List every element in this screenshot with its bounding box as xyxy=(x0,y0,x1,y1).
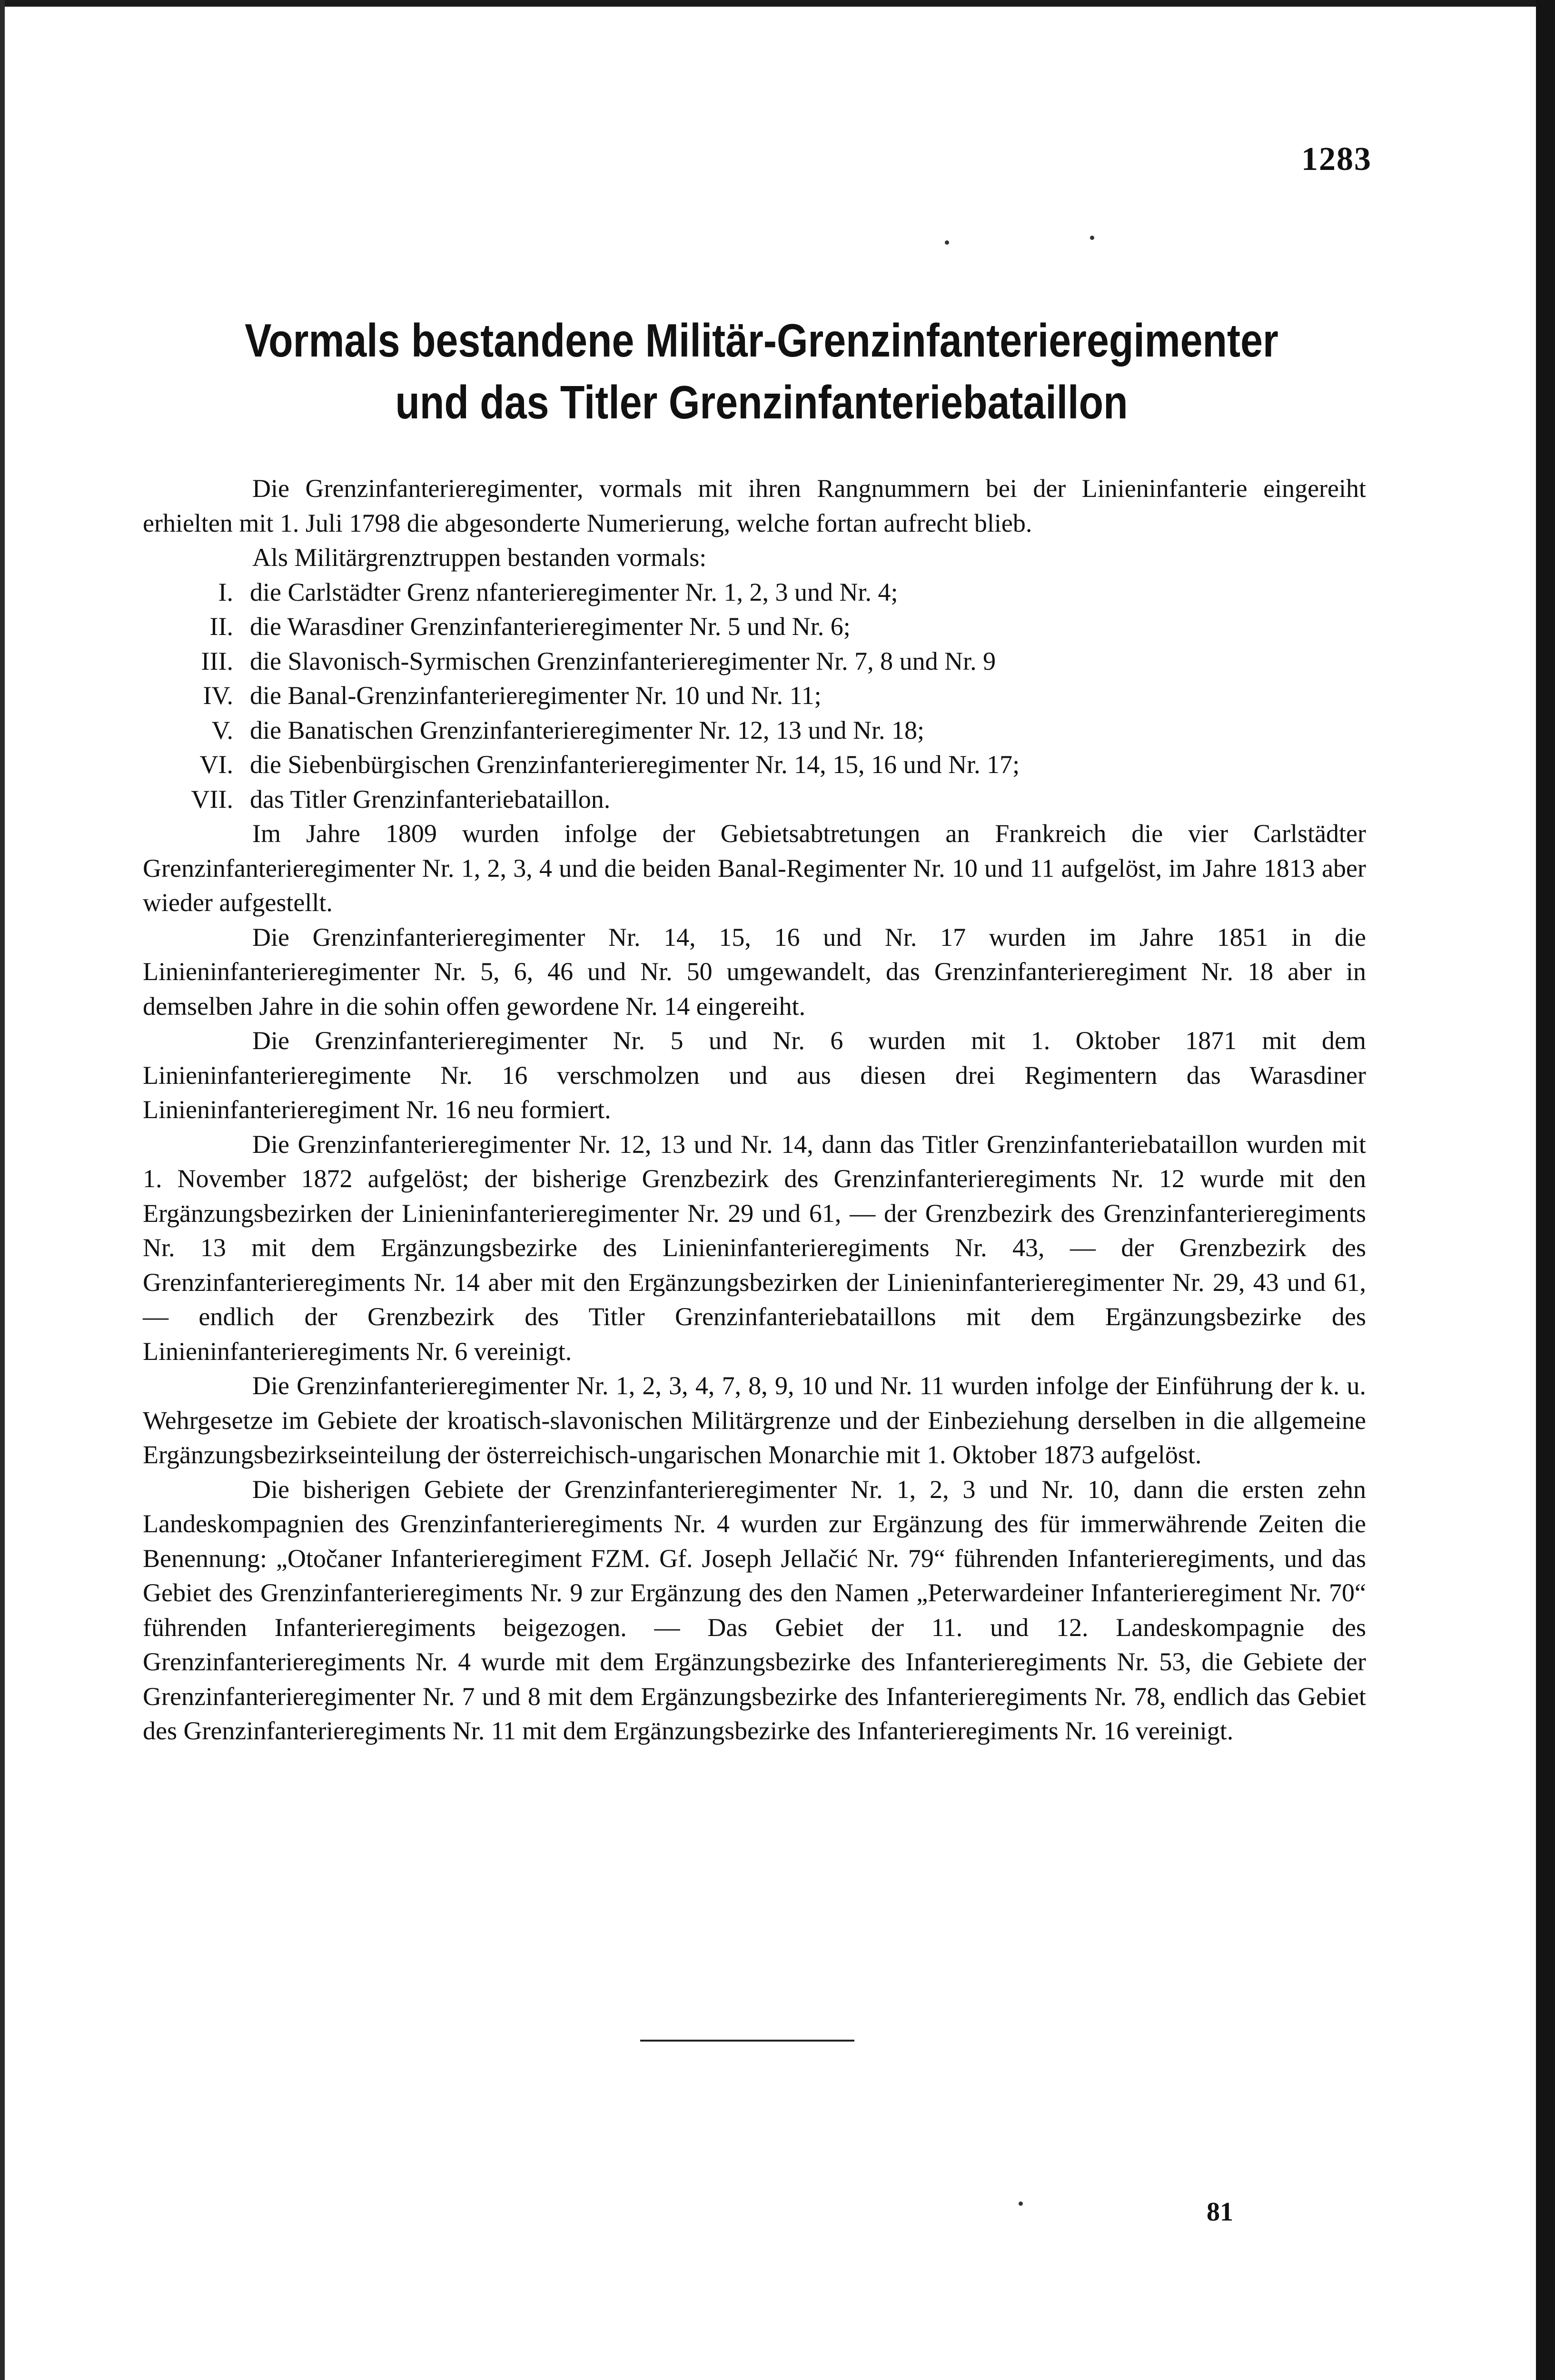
list-item xyxy=(143,644,1366,679)
list-item xyxy=(143,609,1366,644)
list-item xyxy=(143,575,1366,610)
list-item-text: die Banal-Grenzinfanterieregimenter Nr. 10 und Nr. 11; xyxy=(250,681,822,710)
list-item-text: die Carlstädter Grenz nfanterieregimenter Nr. 1, 2, 3 und Nr. 4; xyxy=(250,577,898,606)
list-item-text: die Banatischen Grenzinfanterieregimenter Nr. 12, 13 und Nr. 18; xyxy=(250,715,925,744)
title-line-2: und das Titler Grenzinfanteriebataillon xyxy=(395,376,1128,428)
list-item-number: II. xyxy=(209,612,233,641)
list-item-number: I. xyxy=(218,577,233,606)
list-item-number: V. xyxy=(211,715,233,744)
list-item-text: das Titler Grenzinfanteriebataillon. xyxy=(250,784,611,813)
intro-paragraph: Die Grenzinfanterieregimenter, vormals mit ihren Rangnummern bei der Linieninfanterie eingereiht erhielten mit 1. Juli 1798 die abgesonderte Numerierung, welche fortan aufrecht blieb. xyxy=(143,474,1366,537)
scan-border-top xyxy=(0,0,1555,7)
list-item xyxy=(143,713,1366,748)
troop-list xyxy=(143,575,1366,817)
list-item-text: die Slavonisch-Syrmischen Grenzinfanterieregimenter Nr. 7, 8 und Nr. 9 xyxy=(250,646,996,675)
title-line-1: Vormals bestandene Militär-Grenzinfanterieregimenter xyxy=(245,314,1278,367)
list-item-number: IV. xyxy=(203,681,233,710)
paragraph: Die Grenzinfanterieregimenter Nr. 5 und Nr. 6 wurden mit 1. Oktober 1871 mit dem Linieninfanterieregimente Nr. 16 verschmolzen und aus diesen drei Regimentern das Warasdiner Linieninfanterieregiment Nr. 16 neu formiert. xyxy=(143,1026,1366,1124)
list-item-number: VII. xyxy=(191,784,233,813)
paragraph: Die bisherigen Gebiete der Grenzinfanterieregimenter Nr. 1, 2, 3 und Nr. 10, dann die ersten zehn Landeskompagnien des Grenzinfanterieregiments Nr. 4 wurden zur Ergänzung des für immerwährende Zeiten die Benennung: „Otočaner Infanterieregiment FZM. Gf. Joseph Jellačić Nr. 79“ führenden Infanterieregiments, und das Gebiet des Grenzinfanterieregiments Nr. 9 zur Ergänzung des den Namen „Peterwardeiner Infanterieregiment Nr. 70“ führenden Infanterieregiments beigezogen. — Das Gebiet der 11. und 12. Landeskompagnie des Grenzinfanterieregiments Nr. 4 wurde mit dem Ergänzungsbezirke des Infanterieregiments Nr. 53, die Gebiete der Grenzinfanterieregimenter Nr. 7 und 8 mit dem Ergänzungsbezirke des Infanterieregiments Nr. 78, endlich das Gebiet des Grenzinfanterieregiments Nr. 11 mit dem Ergänzungsbezirke des Infanterieregiments Nr. 16 vereinigt. xyxy=(143,1475,1366,1745)
list-item xyxy=(143,782,1366,817)
paragraph: Im Jahre 1809 wurden infolge der Gebietsabtretungen an Frankreich die vier Carlstädter Grenzinfanterieregimenter Nr. 1, 2, 3, 4 und die beiden Banal-Regimenter Nr. 10 und 11 aufgelöst, im Jahre 1813 aber wieder aufgestellt. xyxy=(143,819,1366,917)
paragraph: Die Grenzinfanterieregimenter Nr. 14, 15, 16 und Nr. 17 wurden im Jahre 1851 in die Linieninfanterieregimenter Nr. 5, 6, 46 und Nr. 50 umgewandelt, das Grenzinfanterieregiment Nr. 18 aber in demselben Jahre in die sohin offen gewordene Nr. 14 eingereiht. xyxy=(143,922,1366,1021)
list-item-number: III. xyxy=(201,646,233,675)
list-item-text: die Siebenbürgischen Grenzinfanterieregimenter Nr. 14, 15, 16 und Nr. 17; xyxy=(250,750,1020,779)
list-item xyxy=(143,678,1366,713)
scan-speck xyxy=(1019,2202,1023,2206)
paragraph: Die Grenzinfanterieregimenter Nr. 1, 2, 3, 4, 7, 8, 9, 10 und Nr. 11 wurden infolge der Einführung der k. u. Wehrgesetze im Gebiete der kroatisch-slavonischen Militärgrenze und der Einbeziehung derselben in die allgemeine Ergänzungsbezirkseinteilung der österreichisch-ungarischen Monarchie mit 1. Oktober 1873 aufgelöst. xyxy=(143,1371,1366,1469)
list-intro: Als Militärgrenztruppen bestanden vormals: xyxy=(252,543,707,572)
list-item-number: VI. xyxy=(199,750,233,779)
scan-border-left xyxy=(0,0,5,2380)
body-text xyxy=(143,471,1366,1748)
list-item xyxy=(143,747,1366,782)
scan-speck xyxy=(1090,236,1094,240)
page-title xyxy=(229,309,1294,433)
section-divider xyxy=(640,2040,854,2042)
list-item-text: die Warasdiner Grenzinfanterieregimenter Nr. 5 und Nr. 6; xyxy=(250,612,851,641)
scan-speck xyxy=(945,240,949,245)
page-number: 1283 xyxy=(1301,141,1372,178)
scan-border-right xyxy=(1536,0,1555,2380)
paragraph: Die Grenzinfanterieregimenter Nr. 12, 13 und Nr. 14, dann das Titler Grenzinfanteriebataillon wurden mit 1. November 1872 aufgelöst; der bisherige Grenzbezirk des Grenzinfanterieregiments Nr. 12 wurde mit den Ergänzungsbezirken der Linieninfanterieregimenter Nr. 29 und 61, — der Grenzbezirk des Grenzinfanterieregiments Nr. 13 mit dem Ergänzungsbezirke des Linieninfanterieregiments Nr. 43, — der Grenzbezirk des Grenzinfanterieregiments Nr. 14 aber mit den Ergänzungsbezirken der Linieninfanterieregimenter Nr. 29, 43 und 61, — endlich der Grenzbezirk des Titler Grenzinfanteriebataillons mit dem Ergänzungsbezirke des Linieninfanterieregiments Nr. 6 vereinigt. xyxy=(143,1130,1366,1366)
footer-mark: 81 xyxy=(1207,2197,1233,2227)
